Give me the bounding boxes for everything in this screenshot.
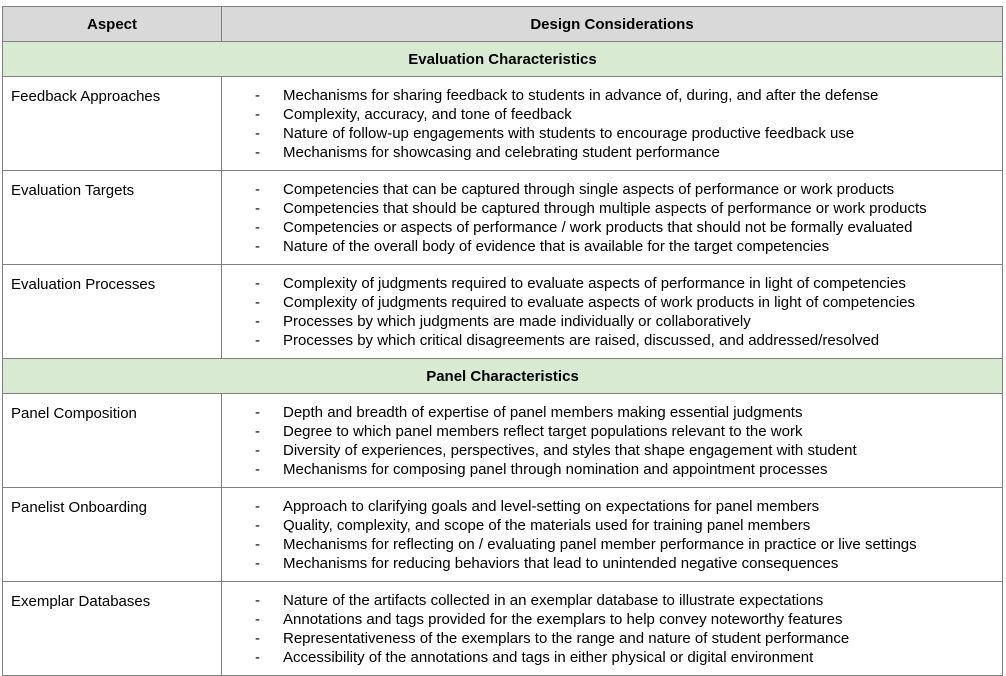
- dash-bullet: -: [255, 592, 260, 609]
- table-row: [3, 394, 1003, 488]
- dash-bullet: -: [255, 611, 260, 628]
- list-item-text: Processes by which judgments are made individually or collaboratively: [283, 313, 751, 330]
- list-item: [255, 516, 998, 535]
- list-item-text: Mechanisms for reflecting on / evaluating panel member performance in practice or live settings: [283, 536, 917, 553]
- list-item: [255, 591, 998, 610]
- list-item: [255, 105, 998, 124]
- dash-bullet: -: [255, 106, 260, 123]
- considerations-cell: [222, 488, 1003, 582]
- dash-bullet: -: [255, 144, 260, 161]
- list-item-text: Competencies or aspects of performance / work products that should not be formally evaluated: [283, 219, 913, 236]
- list-item-text: Nature of the artifacts collected in an exemplar database to illustrate expectations: [283, 592, 824, 609]
- table-row: [3, 265, 1003, 359]
- dash-bullet: -: [255, 649, 260, 666]
- dash-bullet: -: [255, 517, 260, 534]
- list-item-text: Mechanisms for composing panel through nomination and appointment processes: [283, 461, 828, 478]
- list-item-text: Approach to clarifying goals and level-setting on expectations for panel members: [283, 498, 820, 515]
- list-item-text: Complexity, accuracy, and tone of feedback: [283, 106, 572, 123]
- considerations-cell: [222, 77, 1003, 171]
- list-item: [255, 218, 998, 237]
- list-item: [255, 237, 998, 256]
- list-item: [255, 293, 998, 312]
- aspect-cell: Evaluation Processes: [3, 265, 222, 359]
- section-title: Evaluation Characteristics: [3, 42, 1003, 77]
- dash-bullet: -: [255, 461, 260, 478]
- header-design-considerations: Design Considerations: [222, 7, 1003, 42]
- dash-bullet: -: [255, 332, 260, 349]
- dash-bullet: -: [255, 313, 260, 330]
- list-item: [255, 535, 998, 554]
- list-item-text: Mechanisms for showcasing and celebrating student performance: [283, 144, 720, 161]
- design-considerations-table: [2, 6, 1003, 676]
- list-item: [255, 648, 998, 667]
- list-item: [255, 460, 998, 479]
- list-item-text: Depth and breadth of expertise of panel members making essential judgments: [283, 404, 803, 421]
- section-row: [3, 359, 1003, 394]
- list-item: [255, 403, 998, 422]
- considerations-list: [255, 180, 998, 256]
- dash-bullet: -: [255, 404, 260, 421]
- dash-bullet: -: [255, 219, 260, 236]
- considerations-list: [255, 497, 998, 573]
- list-item-text: Competencies that should be captured through multiple aspects of performance or work products: [283, 200, 927, 217]
- dash-bullet: -: [255, 87, 260, 104]
- dash-bullet: -: [255, 536, 260, 553]
- considerations-list: [255, 274, 998, 350]
- dash-bullet: -: [255, 498, 260, 515]
- considerations-cell: [222, 171, 1003, 265]
- dash-bullet: -: [255, 555, 260, 572]
- list-item: [255, 274, 998, 293]
- list-item: [255, 331, 998, 350]
- table-row: [3, 171, 1003, 265]
- list-item-text: Quality, complexity, and scope of the materials used for training panel members: [283, 517, 811, 534]
- table-row: [3, 582, 1003, 676]
- table-body: [3, 42, 1003, 676]
- list-item: [255, 124, 998, 143]
- section-title: Panel Characteristics: [3, 359, 1003, 394]
- aspect-cell: Exemplar Databases: [3, 582, 222, 676]
- list-item-text: Complexity of judgments required to evaluate aspects of performance in light of competencies: [283, 275, 906, 292]
- aspect-cell: Panelist Onboarding: [3, 488, 222, 582]
- list-item: [255, 143, 998, 162]
- dash-bullet: -: [255, 630, 260, 647]
- list-item-text: Nature of the overall body of evidence that is available for the target competencies: [283, 238, 830, 255]
- list-item-text: Representativeness of the exemplars to the range and nature of student performance: [283, 630, 850, 647]
- dash-bullet: -: [255, 442, 260, 459]
- list-item-text: Diversity of experiences, perspectives, and styles that shape engagement with student: [283, 442, 857, 459]
- list-item: [255, 199, 998, 218]
- list-item: [255, 312, 998, 331]
- considerations-list: [255, 86, 998, 162]
- table-row: [3, 488, 1003, 582]
- section-row: [3, 42, 1003, 77]
- considerations-cell: [222, 394, 1003, 488]
- dash-bullet: -: [255, 238, 260, 255]
- dash-bullet: -: [255, 275, 260, 292]
- list-item: [255, 86, 998, 105]
- considerations-list: [255, 403, 998, 479]
- dash-bullet: -: [255, 423, 260, 440]
- list-item-text: Nature of follow-up engagements with students to encourage productive feedback use: [283, 125, 855, 142]
- considerations-cell: [222, 582, 1003, 676]
- list-item: [255, 554, 998, 573]
- considerations-cell: [222, 265, 1003, 359]
- list-item: [255, 629, 998, 648]
- list-item-text: Degree to which panel members reflect target populations relevant to the work: [283, 423, 803, 440]
- list-item: [255, 441, 998, 460]
- considerations-list: [255, 591, 998, 667]
- list-item-text: Mechanisms for sharing feedback to students in advance of, during, and after the defense: [283, 87, 879, 104]
- list-item-text: Complexity of judgments required to evaluate aspects of work products in light of competencies: [283, 294, 915, 311]
- table-row: [3, 77, 1003, 171]
- list-item: [255, 422, 998, 441]
- header-aspect: Aspect: [3, 7, 222, 42]
- list-item: [255, 180, 998, 199]
- list-item-text: Accessibility of the annotations and tags in either physical or digital environment: [283, 649, 814, 666]
- aspect-cell: Panel Composition: [3, 394, 222, 488]
- dash-bullet: -: [255, 181, 260, 198]
- list-item-text: Annotations and tags provided for the exemplars to help convey noteworthy features: [283, 611, 843, 628]
- list-item-text: Competencies that can be captured through single aspects of performance or work products: [283, 181, 895, 198]
- aspect-cell: Evaluation Targets: [3, 171, 222, 265]
- list-item: [255, 497, 998, 516]
- list-item: [255, 610, 998, 629]
- dash-bullet: -: [255, 200, 260, 217]
- aspect-cell: Feedback Approaches: [3, 77, 222, 171]
- list-item-text: Processes by which critical disagreements are raised, discussed, and addressed/resolved: [283, 332, 880, 349]
- list-item-text: Mechanisms for reducing behaviors that lead to unintended negative consequences: [283, 555, 839, 572]
- dash-bullet: -: [255, 125, 260, 142]
- header-row: [3, 7, 1003, 42]
- dash-bullet: -: [255, 294, 260, 311]
